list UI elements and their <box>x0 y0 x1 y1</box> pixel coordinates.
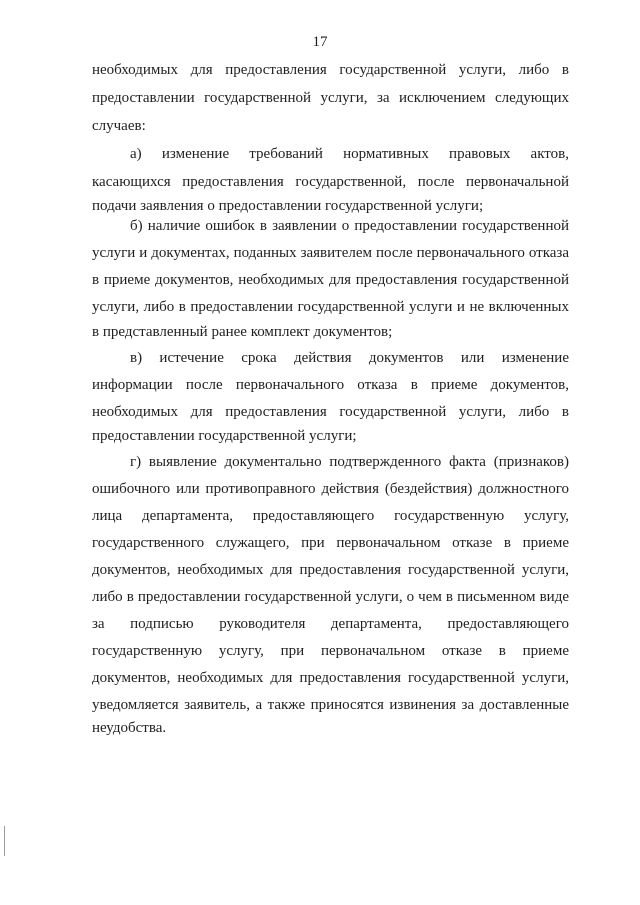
text-line: лица департамента, предоставляющего государственную услугу, <box>92 508 569 524</box>
text-line: либо в предоставлении государственной услуги, о чем в письменном виде <box>92 589 569 605</box>
text-line: государственного служащего, при первоначальном отказе в приеме <box>92 535 569 551</box>
text-line: в) истечение срока действия документов или изменение <box>130 350 569 366</box>
scan-edge-mark <box>4 826 5 856</box>
text-line: необходимых для предоставления государственной услуги, либо в <box>92 404 569 420</box>
text-line: подачи заявления о предоставлении государственной услуги; <box>92 198 484 214</box>
text-line: неудобства. <box>92 720 167 736</box>
text-line: б) наличие ошибок в заявлении о предоставлении государственной <box>130 218 569 234</box>
text-line: за подписью руководителя департамента, предоставляющего <box>92 616 569 632</box>
text-line: а) изменение требований нормативных правовых актов, <box>130 146 569 162</box>
text-line: касающихся предоставления государственной, после первоначальной <box>92 174 569 190</box>
text-line: в представленный ранее комплект документов; <box>92 324 393 340</box>
text-line: предоставлении государственной услуги; <box>92 428 357 444</box>
page-number: 17 <box>312 34 328 50</box>
text-line: необходимых для предоставления государственной услуги, либо в <box>92 62 569 78</box>
text-line: г) выявление документально подтвержденного факта (признаков) <box>130 454 569 470</box>
text-line: предоставлении государственной услуги, за исключением следующих <box>92 90 569 106</box>
text-line: в приеме документов, необходимых для предоставления государственной <box>92 272 569 288</box>
text-line: услуги, либо в предоставлении государственной услуги и не включенных <box>92 299 569 315</box>
text-line: документов, необходимых для предоставления государственной услуги, <box>92 670 569 686</box>
text-line: случаев: <box>92 118 146 134</box>
text-line: государственную услугу, при первоначальном отказе в приеме <box>92 643 569 659</box>
text-line: ошибочного или противоправного действия (бездействия) должностного <box>92 481 569 497</box>
text-line: уведомляется заявитель, а также приносятся извинения за доставленные <box>92 697 569 713</box>
text-line: информации после первоначального отказа в приеме документов, <box>92 377 569 393</box>
text-line: услуги и документах, поданных заявителем после первоначального отказа <box>92 245 569 261</box>
text-line: документов, необходимых для предоставления государственной услуги, <box>92 562 569 578</box>
